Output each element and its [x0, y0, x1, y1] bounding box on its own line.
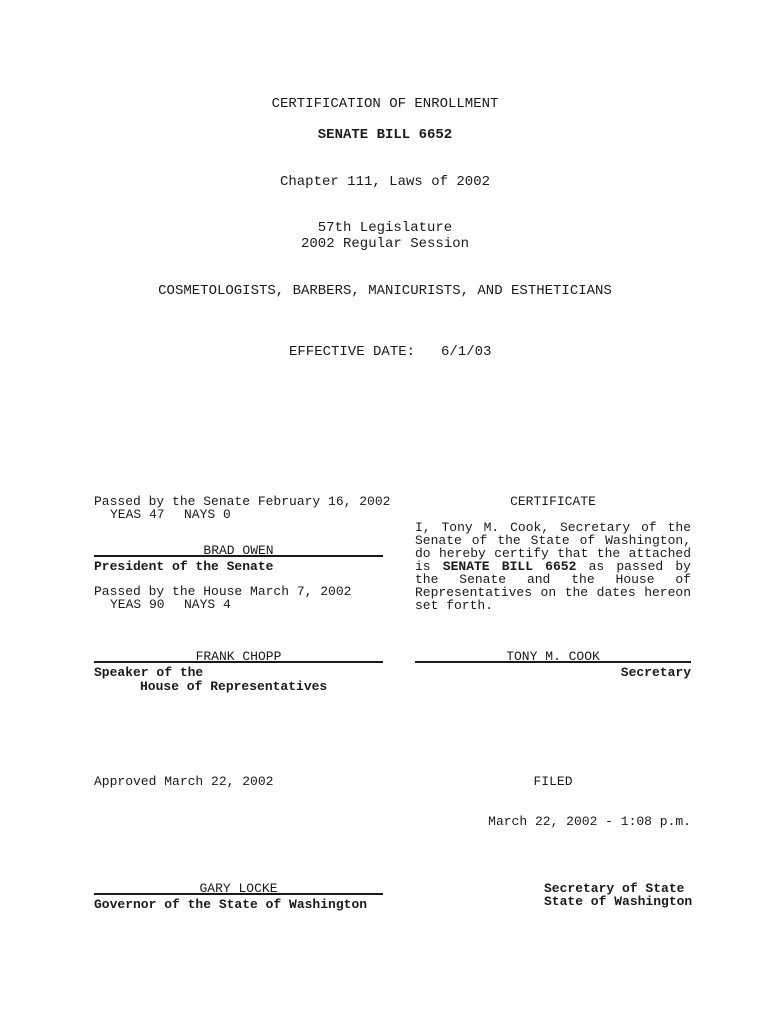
certificate-text-after: as passed by the Senate and the House of Representatives on the dates hereon set forth.: [415, 559, 691, 613]
chapter-line: Chapter 111, Laws of 2002: [279, 174, 491, 190]
approved-line: Approved March 22, 2002: [94, 774, 274, 789]
certification-title: CERTIFICATION OF ENROLLMENT: [271, 96, 499, 112]
bill-title: SENATE BILL 6652: [317, 127, 453, 143]
house-passed-line: Passed by the House March 7, 2002: [94, 584, 352, 599]
certificate-heading: CERTIFICATE: [510, 494, 596, 509]
house-signer-title-line2: House of Representatives: [140, 679, 328, 694]
senate-yeas: YEAS 47: [110, 507, 165, 522]
house-signer-title-line1: Speaker of the: [94, 665, 204, 680]
certificate-signature-line: [415, 661, 691, 663]
senate-signer-name: BRAD OWEN: [203, 543, 274, 558]
session-line: 2002 Regular Session: [300, 236, 470, 252]
certificate-text: [415, 521, 691, 612]
house-signature-line: [94, 661, 383, 663]
senate-passed-line: Passed by the Senate February 16, 2002: [94, 494, 391, 509]
filing-office-line1: Secretary of State: [544, 881, 685, 896]
house-yeas: YEAS 90: [110, 597, 165, 612]
certificate-signer-name: TONY M. COOK: [506, 649, 600, 664]
filed-label: FILED: [533, 774, 573, 789]
effective-date-label: EFFECTIVE DATE:: [289, 344, 416, 360]
governor-signer-name: GARY LOCKE: [199, 881, 278, 896]
senate-nays: NAYS 0: [184, 507, 231, 522]
bill-subject: COSMETOLOGISTS, BARBERS, MANICURISTS, AND ESTHETICIANS: [158, 283, 612, 299]
senate-signer-title: President of the Senate: [94, 559, 274, 574]
effective-date-value: 6/1/03: [441, 344, 492, 360]
filed-datetime: March 22, 2002 - 1:08 p.m.: [488, 814, 691, 829]
certificate-text-before: I, Tony M. Cook, Secretary of the Senate of the State of Washington, do hereby certify that the attached is: [415, 520, 691, 574]
house-nays: NAYS 4: [184, 597, 231, 612]
certificate-signer-title: Secretary: [620, 665, 691, 680]
governor-signer-title: Governor of the State of Washington: [94, 897, 368, 912]
senate-signature-line: [94, 555, 383, 557]
certificate-bill-ref: SENATE BILL 6652: [442, 559, 577, 574]
house-signer-name: FRANK CHOPP: [195, 649, 282, 664]
governor-signature-line: [94, 893, 383, 895]
legislature-line: 57th Legislature: [317, 220, 453, 236]
filing-office-line2: State of Washington: [544, 894, 693, 909]
